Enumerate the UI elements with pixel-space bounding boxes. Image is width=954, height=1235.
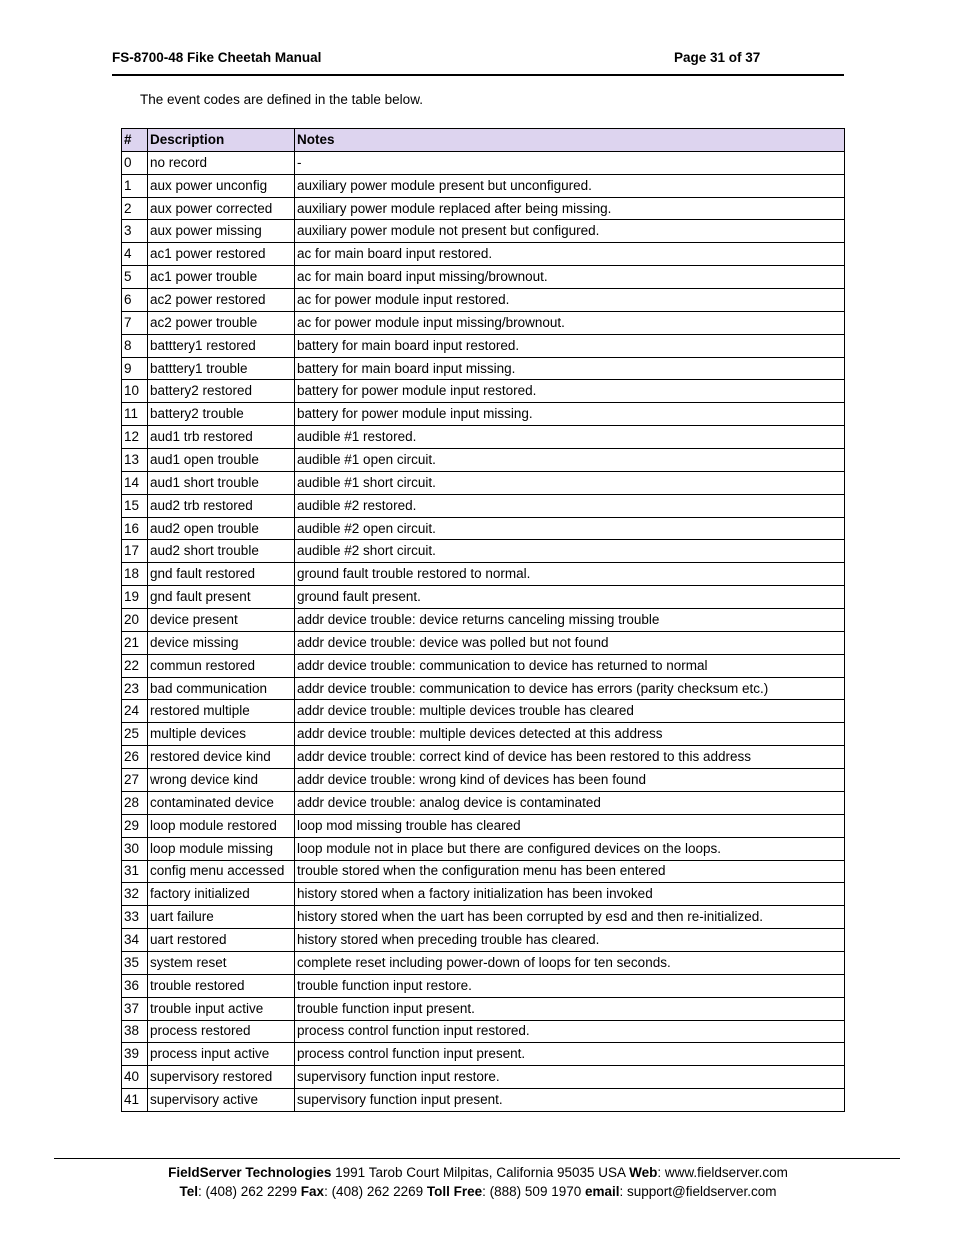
- table-row: [122, 380, 845, 403]
- table-row: [122, 449, 845, 472]
- event-code-cell: 28: [122, 791, 148, 814]
- event-notes-cell: addr device trouble: communication to device has returned to normal: [295, 654, 845, 677]
- table-row: [122, 197, 845, 220]
- event-notes-cell: addr device trouble: multiple devices detected at this address: [295, 723, 845, 746]
- footer-line-2: [112, 1182, 844, 1201]
- footer-tel-value: : (408) 262 2299: [197, 1184, 301, 1199]
- table-row: [122, 220, 845, 243]
- event-description-cell: aux power corrected: [148, 197, 295, 220]
- footer-fax-value: : (408) 262 2269: [324, 1184, 427, 1199]
- event-notes-cell: addr device trouble: device returns canceling missing trouble: [295, 609, 845, 632]
- event-code-cell: 15: [122, 494, 148, 517]
- footer-line-1: [112, 1163, 844, 1182]
- table-row: [122, 563, 845, 586]
- table-row: [122, 631, 845, 654]
- event-code-cell: 41: [122, 1089, 148, 1112]
- event-notes-cell: audible #1 restored.: [295, 426, 845, 449]
- event-description-cell: ac2 power restored: [148, 289, 295, 312]
- event-code-cell: 25: [122, 723, 148, 746]
- page-number: Page 31 of 37: [674, 50, 761, 65]
- table-row: [122, 1089, 845, 1112]
- event-description-cell: aud2 short trouble: [148, 540, 295, 563]
- event-code-cell: 6: [122, 289, 148, 312]
- event-code-cell: 16: [122, 517, 148, 540]
- event-description-cell: factory initialized: [148, 883, 295, 906]
- event-notes-cell: audible #2 short circuit.: [295, 540, 845, 563]
- event-code-cell: 1: [122, 174, 148, 197]
- table-row: [122, 403, 845, 426]
- event-description-cell: device present: [148, 609, 295, 632]
- event-code-cell: 36: [122, 974, 148, 997]
- table-row: [122, 677, 845, 700]
- table-row: [122, 266, 845, 289]
- event-code-cell: 14: [122, 471, 148, 494]
- table-row: [122, 951, 845, 974]
- table-row: [122, 471, 845, 494]
- event-description-cell: multiple devices: [148, 723, 295, 746]
- table-row: [122, 151, 845, 174]
- event-notes-cell: loop module not in place but there are configured devices on the loops.: [295, 837, 845, 860]
- event-notes-cell: ac for main board input missing/brownout.: [295, 266, 845, 289]
- table-row: [122, 997, 845, 1020]
- event-description-cell: no record: [148, 151, 295, 174]
- event-description-cell: uart restored: [148, 929, 295, 952]
- event-description-cell: trouble restored: [148, 974, 295, 997]
- event-code-cell: 4: [122, 243, 148, 266]
- column-header-description: Description: [148, 129, 295, 152]
- event-description-cell: batttery1 trouble: [148, 357, 295, 380]
- table-row: [122, 906, 845, 929]
- table-row: [122, 174, 845, 197]
- footer-company: FieldServer Technologies: [168, 1165, 332, 1180]
- event-description-cell: aud1 open trouble: [148, 449, 295, 472]
- event-description-cell: process restored: [148, 1020, 295, 1043]
- event-codes-table: [121, 128, 845, 1112]
- event-description-cell: contaminated device: [148, 791, 295, 814]
- event-description-cell: battery2 trouble: [148, 403, 295, 426]
- table-header-row: [122, 129, 845, 152]
- event-notes-cell: ac for power module input missing/brownout.: [295, 311, 845, 334]
- event-description-cell: aux power missing: [148, 220, 295, 243]
- event-notes-cell: audible #1 open circuit.: [295, 449, 845, 472]
- footer-tollfree-label: Toll Free: [426, 1184, 483, 1199]
- event-description-cell: aud2 trb restored: [148, 494, 295, 517]
- event-code-cell: 17: [122, 540, 148, 563]
- table-row: [122, 746, 845, 769]
- event-code-cell: 23: [122, 677, 148, 700]
- intro-text: The event codes are defined in the table below.: [140, 92, 423, 107]
- event-notes-cell: complete reset including power-down of loops for ten seconds.: [295, 951, 845, 974]
- event-code-cell: 22: [122, 654, 148, 677]
- table-row: [122, 1066, 845, 1089]
- footer-address: 1991 Tarob Court Milpitas, California 95035 USA: [331, 1165, 630, 1180]
- event-notes-cell: history stored when the uart has been corrupted by esd and then re-initialized.: [295, 906, 845, 929]
- table-row: [122, 929, 845, 952]
- event-notes-cell: battery for power module input restored.: [295, 380, 845, 403]
- event-description-cell: ac1 power restored: [148, 243, 295, 266]
- event-notes-cell: auxiliary power module present but unconfigured.: [295, 174, 845, 197]
- event-description-cell: aud2 open trouble: [148, 517, 295, 540]
- event-notes-cell: battery for main board input restored.: [295, 334, 845, 357]
- event-description-cell: loop module missing: [148, 837, 295, 860]
- table-row: [122, 769, 845, 792]
- table-row: [122, 426, 845, 449]
- event-code-cell: 24: [122, 700, 148, 723]
- event-code-cell: 30: [122, 837, 148, 860]
- table-row: [122, 860, 845, 883]
- event-description-cell: config menu accessed: [148, 860, 295, 883]
- event-notes-cell: battery for main board input missing.: [295, 357, 845, 380]
- table-body: [122, 151, 845, 1111]
- event-code-cell: 2: [122, 197, 148, 220]
- event-notes-cell: auxiliary power module replaced after being missing.: [295, 197, 845, 220]
- event-code-cell: 38: [122, 1020, 148, 1043]
- event-code-cell: 12: [122, 426, 148, 449]
- event-notes-cell: auxiliary power module not present but configured.: [295, 220, 845, 243]
- event-notes-cell: audible #2 restored.: [295, 494, 845, 517]
- event-code-cell: 33: [122, 906, 148, 929]
- event-code-cell: 40: [122, 1066, 148, 1089]
- table-row: [122, 1043, 845, 1066]
- event-code-cell: 10: [122, 380, 148, 403]
- manual-title: FS-8700-48 Fike Cheetah Manual: [112, 50, 322, 65]
- column-header-number: #: [122, 129, 148, 152]
- footer-fax-label: Fax: [300, 1184, 325, 1199]
- table-row: [122, 654, 845, 677]
- footer-web-value: : www.fieldserver.com: [657, 1165, 788, 1180]
- event-description-cell: gnd fault present: [148, 586, 295, 609]
- table-row: [122, 837, 845, 860]
- table-row: [122, 357, 845, 380]
- event-description-cell: bad communication: [148, 677, 295, 700]
- page-header: [112, 50, 844, 76]
- event-code-cell: 31: [122, 860, 148, 883]
- event-description-cell: supervisory restored: [148, 1066, 295, 1089]
- footer-tollfree-value: : (888) 509 1970: [482, 1184, 585, 1199]
- footer-email-value: : support@fieldserver.com: [619, 1184, 777, 1199]
- footer-tel-label: Tel: [179, 1184, 198, 1199]
- event-description-cell: aux power unconfig: [148, 174, 295, 197]
- event-notes-cell: trouble function input restore.: [295, 974, 845, 997]
- event-notes-cell: process control function input restored.: [295, 1020, 845, 1043]
- event-notes-cell: supervisory function input present.: [295, 1089, 845, 1112]
- event-code-cell: 3: [122, 220, 148, 243]
- event-notes-cell: ground fault trouble restored to normal.: [295, 563, 845, 586]
- event-notes-cell: addr device trouble: communication to device has errors (parity checksum etc.): [295, 677, 845, 700]
- event-description-cell: loop module restored: [148, 814, 295, 837]
- event-description-cell: aud1 trb restored: [148, 426, 295, 449]
- event-description-cell: restored multiple: [148, 700, 295, 723]
- event-notes-cell: audible #1 short circuit.: [295, 471, 845, 494]
- event-notes-cell: addr device trouble: analog device is contaminated: [295, 791, 845, 814]
- column-header-notes: Notes: [295, 129, 845, 152]
- event-code-cell: 8: [122, 334, 148, 357]
- event-code-cell: 27: [122, 769, 148, 792]
- event-notes-cell: ac for main board input restored.: [295, 243, 845, 266]
- event-description-cell: trouble input active: [148, 997, 295, 1020]
- table-row: [122, 883, 845, 906]
- event-code-cell: 19: [122, 586, 148, 609]
- event-code-cell: 37: [122, 997, 148, 1020]
- event-notes-cell: addr device trouble: device was polled but not found: [295, 631, 845, 654]
- event-code-cell: 26: [122, 746, 148, 769]
- table-row: [122, 814, 845, 837]
- table-row: [122, 517, 845, 540]
- table-row: [122, 494, 845, 517]
- table-row: [122, 311, 845, 334]
- page-footer: [112, 1163, 844, 1201]
- footer-divider: [54, 1158, 900, 1159]
- table-row: [122, 700, 845, 723]
- event-code-cell: 39: [122, 1043, 148, 1066]
- event-code-cell: 29: [122, 814, 148, 837]
- event-code-cell: 7: [122, 311, 148, 334]
- table-row: [122, 540, 845, 563]
- event-notes-cell: addr device trouble: correct kind of device has been restored to this address: [295, 746, 845, 769]
- table-row: [122, 1020, 845, 1043]
- event-code-cell: 32: [122, 883, 148, 906]
- event-code-cell: 35: [122, 951, 148, 974]
- event-description-cell: system reset: [148, 951, 295, 974]
- event-notes-cell: history stored when a factory initialization has been invoked: [295, 883, 845, 906]
- event-notes-cell: history stored when preceding trouble has cleared.: [295, 929, 845, 952]
- event-notes-cell: addr device trouble: wrong kind of devices has been found: [295, 769, 845, 792]
- event-code-cell: 13: [122, 449, 148, 472]
- event-description-cell: gnd fault restored: [148, 563, 295, 586]
- event-notes-cell: addr device trouble: multiple devices trouble has cleared: [295, 700, 845, 723]
- event-notes-cell: ac for power module input restored.: [295, 289, 845, 312]
- table-row: [122, 723, 845, 746]
- event-code-cell: 9: [122, 357, 148, 380]
- event-notes-cell: trouble function input present.: [295, 997, 845, 1020]
- event-code-cell: 5: [122, 266, 148, 289]
- event-code-cell: 18: [122, 563, 148, 586]
- table-row: [122, 243, 845, 266]
- event-description-cell: process input active: [148, 1043, 295, 1066]
- event-description-cell: device missing: [148, 631, 295, 654]
- event-notes-cell: -: [295, 151, 845, 174]
- event-description-cell: commun restored: [148, 654, 295, 677]
- event-description-cell: batttery1 restored: [148, 334, 295, 357]
- event-description-cell: restored device kind: [148, 746, 295, 769]
- event-description-cell: ac1 power trouble: [148, 266, 295, 289]
- event-code-cell: 34: [122, 929, 148, 952]
- event-notes-cell: audible #2 open circuit.: [295, 517, 845, 540]
- event-code-cell: 20: [122, 609, 148, 632]
- event-notes-cell: battery for power module input missing.: [295, 403, 845, 426]
- table-row: [122, 334, 845, 357]
- event-notes-cell: loop mod missing trouble has cleared: [295, 814, 845, 837]
- table-row: [122, 974, 845, 997]
- event-description-cell: aud1 short trouble: [148, 471, 295, 494]
- table-row: [122, 289, 845, 312]
- event-code-cell: 11: [122, 403, 148, 426]
- event-notes-cell: trouble stored when the configuration menu has been entered: [295, 860, 845, 883]
- event-code-cell: 0: [122, 151, 148, 174]
- table-row: [122, 609, 845, 632]
- footer-web-label: Web: [629, 1165, 658, 1180]
- event-notes-cell: process control function input present.: [295, 1043, 845, 1066]
- event-description-cell: uart failure: [148, 906, 295, 929]
- event-notes-cell: supervisory function input restore.: [295, 1066, 845, 1089]
- table-row: [122, 791, 845, 814]
- event-description-cell: ac2 power trouble: [148, 311, 295, 334]
- event-description-cell: wrong device kind: [148, 769, 295, 792]
- event-notes-cell: ground fault present.: [295, 586, 845, 609]
- footer-email-label: email: [584, 1184, 620, 1199]
- event-code-cell: 21: [122, 631, 148, 654]
- event-description-cell: supervisory active: [148, 1089, 295, 1112]
- event-description-cell: battery2 restored: [148, 380, 295, 403]
- table-row: [122, 586, 845, 609]
